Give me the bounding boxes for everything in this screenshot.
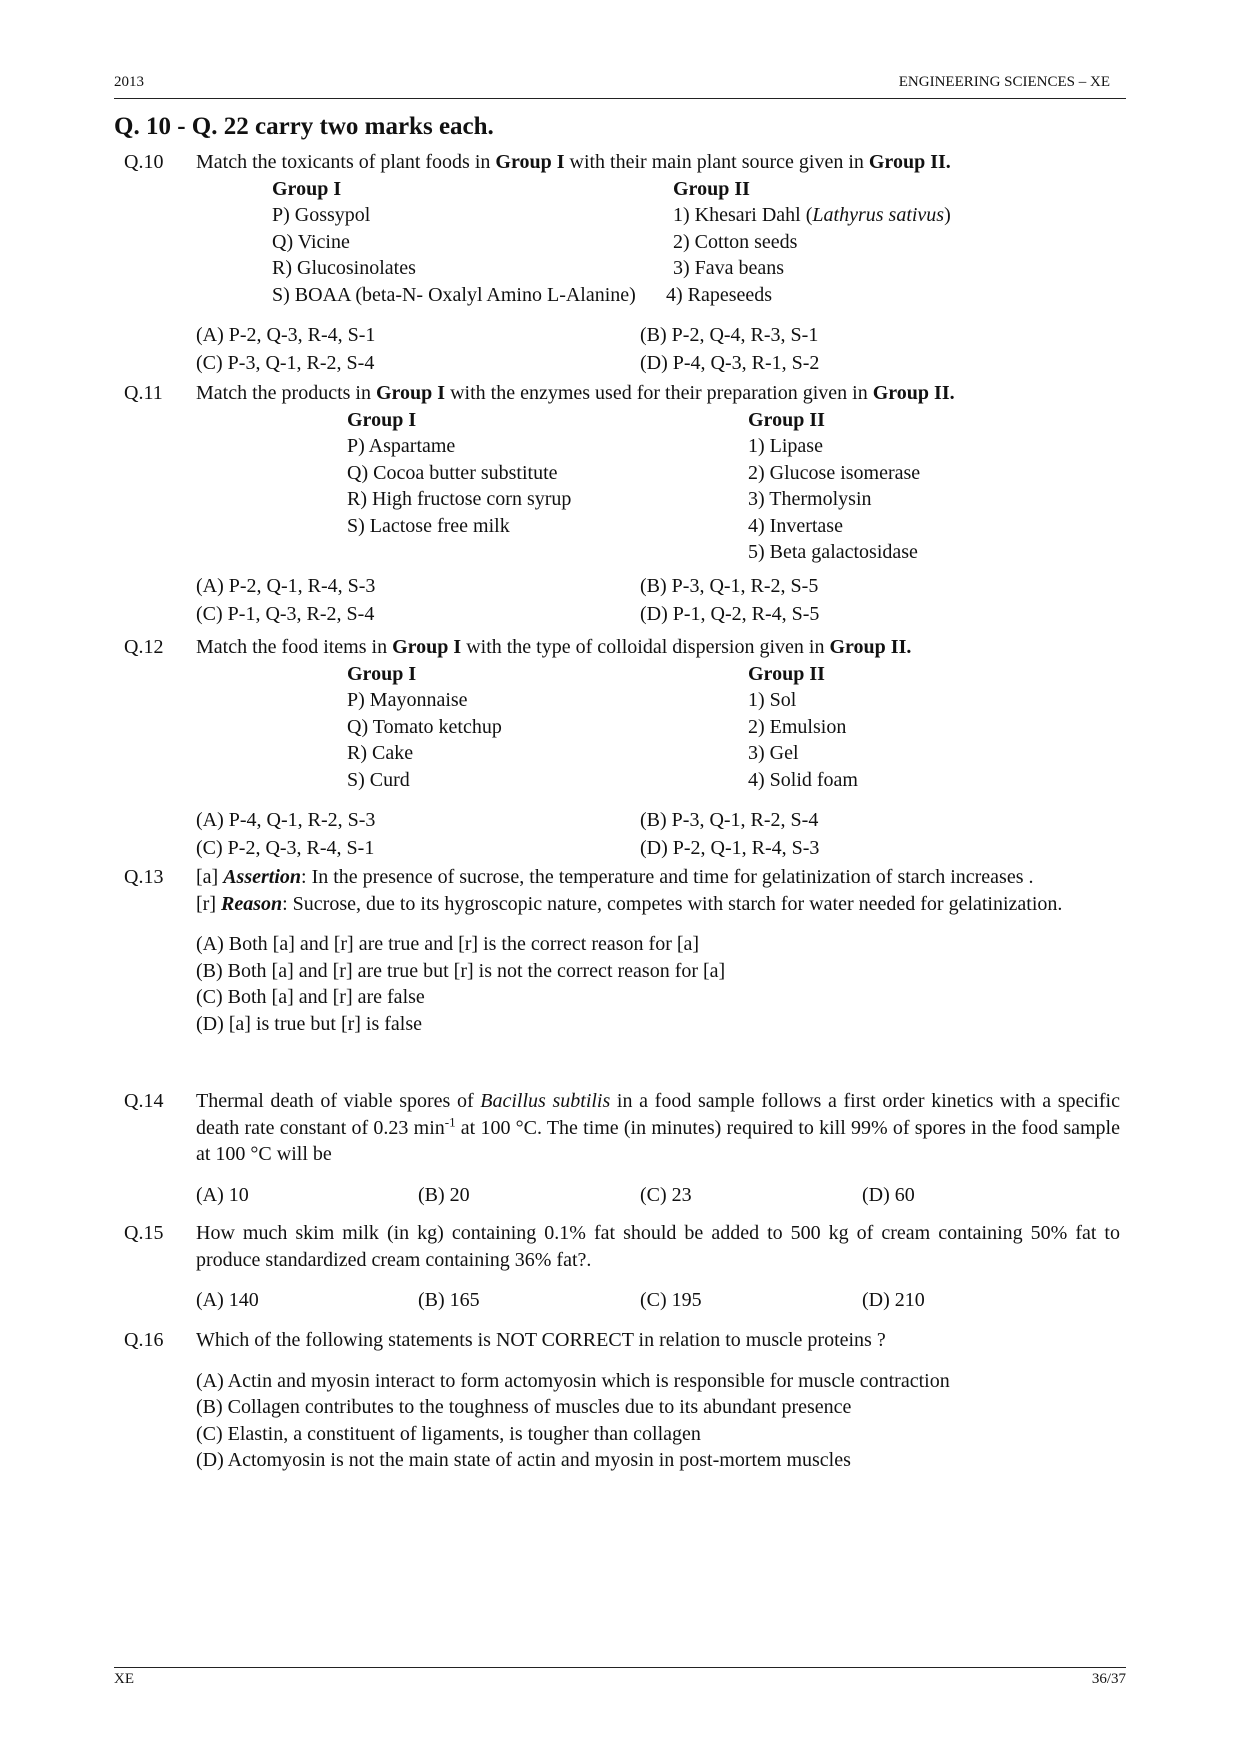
question-stem: How much skim milk (in kg) containing 0.1% fat should be added to 500 kg of cream containing 50% fat to produce standardized cream containing 36% fat?. bbox=[196, 1222, 1120, 1271]
answer-options-row bbox=[196, 322, 1120, 350]
page-header bbox=[114, 74, 1126, 99]
group-i-column: Group I P) Aspartame Q) Cocoa butter substitute R) High fructose corn syrup S) Lactose free milk bbox=[347, 408, 572, 537]
group-i-column: Group I P) Gossypol Q) Vicine R) Glucosinolates S) BOAA (beta-N- Oxalyl Amino L-Alanine) bbox=[272, 177, 636, 306]
answer-options-row bbox=[196, 573, 1120, 601]
option-c: (C) P-2, Q-3, R-4, S-1 bbox=[196, 836, 375, 859]
match-groups bbox=[196, 176, 1120, 308]
option-d: (D) 210 bbox=[862, 1289, 925, 1311]
match-groups bbox=[196, 661, 1120, 793]
option-a: (A) 140 bbox=[196, 1289, 259, 1311]
option-a: (A) P-2, Q-3, R-4, S-1 bbox=[196, 323, 376, 346]
option-c: (C) P-3, Q-1, R-2, S-4 bbox=[196, 351, 375, 374]
question-number: Q.16 bbox=[124, 1329, 164, 1351]
answer-options-row bbox=[196, 1182, 1120, 1210]
option-b: (B) Collagen contributes to the toughness of muscles due to its abundant presence bbox=[196, 1396, 852, 1418]
question-number: Q.15 bbox=[124, 1222, 164, 1244]
page-footer bbox=[114, 1667, 1126, 1687]
group-i-column: Group I P) Mayonnaise Q) Tomato ketchup R) Cake S) Curd bbox=[347, 662, 502, 791]
option-d: (D) 60 bbox=[862, 1183, 915, 1206]
footer-paper-code: XE bbox=[114, 1671, 134, 1687]
option-d: (D) P-2, Q-1, R-4, S-3 bbox=[640, 836, 820, 859]
option-b: (B) Both [a] and [r] are true but [r] is not the correct reason for [a] bbox=[196, 959, 726, 982]
question-stem: Which of the following statements is NOT CORRECT in relation to muscle proteins ? bbox=[196, 1329, 886, 1351]
option-c: (C) Both [a] and [r] are false bbox=[196, 986, 425, 1008]
question-number: Q.11 bbox=[124, 382, 163, 404]
group-ii-column: Group II 1) Lipase 2) Glucose isomerase 3) Thermolysin 4) Invertase 5) Beta galactosidase bbox=[748, 408, 921, 563]
group-ii-column: Group II 1) Sol 2) Emulsion 3) Gel 4) Solid foam bbox=[748, 662, 858, 791]
answer-options-row bbox=[196, 807, 1120, 835]
option-a: (A) Both [a] and [r] are true and [r] is the correct reason for [a] bbox=[196, 933, 700, 955]
option-a: (A) Actin and myosin interact to form actomyosin which is responsible for muscle contraction bbox=[196, 1369, 950, 1392]
group-ii-column: Group II 1) Khesari Dahl (Lathyrus sativus) 2) Cotton seeds 3) Fava beans 4) Rapeseeds bbox=[666, 177, 951, 306]
question-number: Q.14 bbox=[124, 1090, 164, 1112]
option-a: (A) P-2, Q-1, R-4, S-3 bbox=[196, 574, 376, 597]
option-b: (B) 20 bbox=[418, 1183, 470, 1206]
answer-options-row bbox=[196, 601, 1120, 629]
option-d: (D) [a] is true but [r] is false bbox=[196, 1012, 423, 1035]
page-number: 36/37 bbox=[1091, 1671, 1126, 1687]
reason-statement: [r] Reason: Sucrose, due to its hygroscopic nature, competes with starch for water needed for gelatinization. bbox=[196, 892, 1063, 915]
answer-options-row bbox=[196, 350, 1120, 378]
question-11 bbox=[124, 380, 1120, 629]
question-stem: Match the food items in Group I with the type of colloidal dispersion given in Group II. bbox=[196, 636, 912, 658]
option-d: (D) P-1, Q-2, R-4, S-5 bbox=[640, 602, 820, 625]
option-d: (D) Actomyosin is not the main state of actin and myosin in post-mortem muscles bbox=[196, 1449, 851, 1471]
question-stem: Thermal death of viable spores of Bacillus subtilis in a food sample follows a first order kinetics with a specific death rate constant of 0.23 $\min^{-1}$ at 100 °C. The time (in minutes) required to kill 99% of spores in the food sample at 100 °C will be bbox=[196, 1090, 1120, 1165]
answer-options-row bbox=[196, 835, 1120, 863]
option-a: (A) P-4, Q-1, R-2, S-3 bbox=[196, 808, 376, 831]
question-15 bbox=[124, 1220, 1120, 1315]
assertion-statement: [a] Assertion: In the presence of sucrose, the temperature and time for gelatinization of starch increases . bbox=[196, 866, 1034, 888]
option-b: (B) P-3, Q-1, R-2, S-4 bbox=[640, 808, 819, 831]
question-number: Q.13 bbox=[124, 866, 164, 888]
option-a: (A) 10 bbox=[196, 1183, 249, 1206]
question-12 bbox=[124, 634, 1120, 863]
question-number: Q.12 bbox=[124, 636, 164, 658]
header-year: 2013 bbox=[114, 74, 144, 90]
question-14 bbox=[124, 1088, 1120, 1210]
question-13 bbox=[124, 864, 1120, 1037]
option-b: (B) 165 bbox=[418, 1289, 480, 1311]
question-stem: Match the products in Group I with the enzymes used for their preparation given in Group II. bbox=[196, 382, 955, 404]
option-c: (C) 195 bbox=[640, 1289, 702, 1311]
question-number: Q.10 bbox=[124, 151, 164, 173]
header-subject: ENGINEERING SCIENCES – XE bbox=[898, 74, 1110, 90]
question-10 bbox=[124, 149, 1120, 378]
question-16 bbox=[124, 1327, 1120, 1474]
match-groups bbox=[196, 407, 1120, 563]
option-b: (B) P-2, Q-4, R-3, S-1 bbox=[640, 323, 819, 346]
option-b: (B) P-3, Q-1, R-2, S-5 bbox=[640, 574, 819, 597]
option-d: (D) P-4, Q-3, R-1, S-2 bbox=[640, 351, 820, 374]
option-c: (C) Elastin, a constituent of ligaments, is tougher than collagen bbox=[196, 1422, 701, 1445]
section-title: Q. 10 - Q. 22 carry two marks each. bbox=[114, 113, 494, 140]
option-c: (C) P-1, Q-3, R-2, S-4 bbox=[196, 602, 375, 625]
answer-options-row bbox=[196, 1287, 1120, 1315]
option-c: (C) 23 bbox=[640, 1183, 692, 1206]
question-stem: Match the toxicants of plant foods in Group I with their main plant source given in Group II. bbox=[196, 151, 951, 173]
